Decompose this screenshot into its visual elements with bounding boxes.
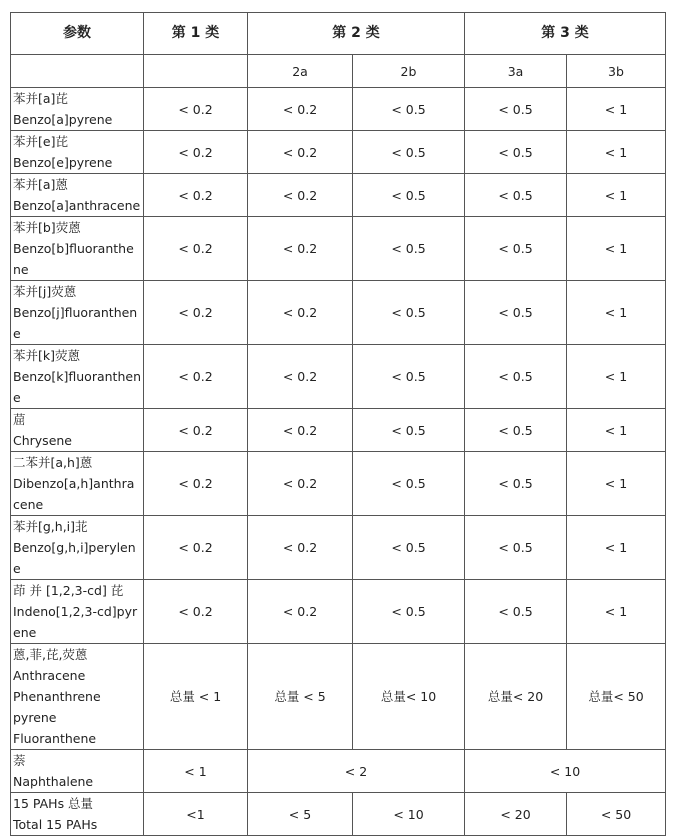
limit-value: < 1	[567, 409, 666, 452]
limit-value: < 50	[567, 793, 666, 836]
limit-value: < 1	[567, 281, 666, 345]
parameter-name-line: Dibenzo[a,h]anthracene	[13, 476, 135, 512]
limit-value: < 0.2	[248, 345, 353, 409]
limit-value: < 0.5	[353, 345, 465, 409]
limit-value: < 0.2	[248, 131, 353, 174]
header-row	[11, 13, 666, 55]
limit-value: < 0.2	[144, 516, 248, 580]
parameter-name-line: 苯并[g,h,i]苝	[13, 519, 88, 534]
limit-value: < 0.5	[465, 580, 567, 644]
limit-value: < 0.5	[465, 516, 567, 580]
subheader-empty-class-1	[144, 55, 248, 88]
parameter-name-line: Phenanthrene	[13, 689, 101, 704]
limit-value: < 0.2	[248, 452, 353, 516]
limit-value: < 1	[567, 217, 666, 281]
parameter-name	[11, 452, 144, 516]
table-row-total	[11, 793, 666, 836]
parameter-name	[11, 174, 144, 217]
limit-value: < 0.5	[353, 409, 465, 452]
parameter-name	[11, 345, 144, 409]
table-row	[11, 88, 666, 131]
limit-value: < 20	[465, 793, 567, 836]
limit-value: < 2	[248, 750, 465, 793]
limit-value: < 0.2	[144, 174, 248, 217]
limit-value: < 0.2	[248, 409, 353, 452]
limit-value: < 1	[144, 750, 248, 793]
limit-value: < 0.2	[248, 580, 353, 644]
limit-value: < 0.5	[353, 217, 465, 281]
limit-value: < 0.5	[353, 131, 465, 174]
parameter-name-line: Total 15 PAHs	[13, 817, 98, 832]
parameter-name-line: Benzo[e]pyrene	[13, 155, 113, 170]
parameter-name-line: Fluoranthene	[13, 731, 97, 746]
subheader-row	[11, 55, 666, 88]
parameter-name	[11, 131, 144, 174]
table-row	[11, 409, 666, 452]
limit-value: < 1	[567, 452, 666, 516]
limit-value: < 0.5	[353, 281, 465, 345]
limit-value: 总量 < 5	[248, 644, 353, 750]
limit-value: < 1	[567, 131, 666, 174]
parameter-name-line: Chrysene	[13, 433, 73, 448]
parameter-name	[11, 409, 144, 452]
subheader-3a: 3a	[465, 55, 567, 88]
limit-value: < 0.5	[465, 452, 567, 516]
parameter-name	[11, 644, 144, 750]
parameter-name	[11, 793, 144, 836]
header-param: 参数	[11, 13, 144, 55]
subheader-empty-param	[11, 55, 144, 88]
limit-value: < 0.5	[353, 516, 465, 580]
parameter-name-line: 二苯并[a,h]蒽	[13, 455, 93, 470]
limit-value: < 1	[567, 516, 666, 580]
limit-value: < 0.2	[144, 345, 248, 409]
parameter-name-line: 苯并[a]蒽	[13, 177, 68, 192]
limit-value: < 1	[567, 88, 666, 131]
table-row	[11, 174, 666, 217]
limit-value: < 10	[465, 750, 666, 793]
limit-value: <1	[144, 793, 248, 836]
parameter-name	[11, 281, 144, 345]
limit-value: < 1	[567, 580, 666, 644]
parameter-name-line: Benzo[a]pyrene	[13, 112, 113, 127]
pah-limits-table	[10, 12, 666, 836]
parameter-name-line: 苯并[j]荧蒽	[13, 284, 77, 299]
parameter-name	[11, 88, 144, 131]
parameter-name-line: Benzo[b]fluoranthene	[13, 241, 134, 277]
limit-value: < 0.2	[144, 409, 248, 452]
parameter-name	[11, 580, 144, 644]
parameter-name-line: pyrene	[13, 710, 57, 725]
parameter-name-line: Benzo[g,h,i]perylene	[13, 540, 136, 576]
subheader-3b: 3b	[567, 55, 666, 88]
table-row	[11, 516, 666, 580]
table-row	[11, 644, 666, 750]
header-class-2: 第 2 类	[248, 13, 465, 55]
limit-value: 总量< 20	[465, 644, 567, 750]
limit-value: < 0.5	[353, 174, 465, 217]
limit-value: < 0.2	[248, 217, 353, 281]
table-row-naphthalene	[11, 750, 666, 793]
limit-value: < 10	[353, 793, 465, 836]
limit-value: < 0.5	[465, 345, 567, 409]
table-row	[11, 217, 666, 281]
table-row	[11, 281, 666, 345]
parameter-name	[11, 217, 144, 281]
limit-value: < 0.5	[465, 409, 567, 452]
subheader-2a: 2a	[248, 55, 353, 88]
parameter-name-line: 苯并[k]荧蒽	[13, 348, 80, 363]
limit-value: < 0.5	[465, 217, 567, 281]
limit-value: < 0.2	[248, 88, 353, 131]
parameter-name-line: 苯并[a]芘	[13, 91, 68, 106]
parameter-name-line: 蒽,菲,芘,荧蒽	[13, 647, 88, 662]
limit-value: < 0.2	[144, 131, 248, 174]
limit-value: < 0.5	[465, 174, 567, 217]
parameter-name-line: Naphthalene	[13, 774, 94, 789]
parameter-name-line: 䓛	[13, 412, 26, 427]
header-class-3: 第 3 类	[465, 13, 666, 55]
limit-value: < 0.2	[144, 217, 248, 281]
parameter-name	[11, 516, 144, 580]
parameter-name-line: Anthracene	[13, 668, 86, 683]
subheader-2b: 2b	[353, 55, 465, 88]
parameter-name-line: Benzo[j]fluoranthene	[13, 305, 138, 341]
limit-value: < 1	[567, 345, 666, 409]
parameter-name-line: Indeno[1,2,3-cd]pyrene	[13, 604, 138, 640]
table-row	[11, 452, 666, 516]
limit-value: < 0.2	[144, 281, 248, 345]
limit-value: 总量< 50	[567, 644, 666, 750]
limit-value: < 0.5	[465, 131, 567, 174]
limit-value: 总量< 10	[353, 644, 465, 750]
parameter-name-line: 茚 并 [1,2,3-cd] 芘	[13, 583, 124, 598]
parameter-name	[11, 750, 144, 793]
parameter-name-line: 苯并[b]荧蒽	[13, 220, 81, 235]
limit-value: < 0.2	[248, 174, 353, 217]
limit-value: < 0.2	[144, 88, 248, 131]
table-row	[11, 580, 666, 644]
header-class-1: 第 1 类	[144, 13, 248, 55]
table-row	[11, 345, 666, 409]
limit-value: < 0.5	[353, 88, 465, 131]
limit-value: < 5	[248, 793, 353, 836]
limit-value: < 0.5	[465, 88, 567, 131]
table-row	[11, 131, 666, 174]
limit-value: < 0.5	[465, 281, 567, 345]
limit-value: < 0.2	[144, 580, 248, 644]
parameter-name-line: 15 PAHs 总量	[13, 796, 94, 811]
limit-value: < 1	[567, 174, 666, 217]
limit-value: < 0.2	[248, 516, 353, 580]
limit-value: 总量 < 1	[144, 644, 248, 750]
parameter-name-line: Benzo[k]fluoranthene	[13, 369, 141, 405]
parameter-name-line: 苯并[e]芘	[13, 134, 68, 149]
parameter-name-line: Benzo[a]anthracene	[13, 198, 141, 213]
limit-value: < 0.5	[353, 580, 465, 644]
parameter-name-line: 萘	[13, 753, 26, 768]
limit-value: < 0.2	[144, 452, 248, 516]
limit-value: < 0.5	[353, 452, 465, 516]
limit-value: < 0.2	[248, 281, 353, 345]
